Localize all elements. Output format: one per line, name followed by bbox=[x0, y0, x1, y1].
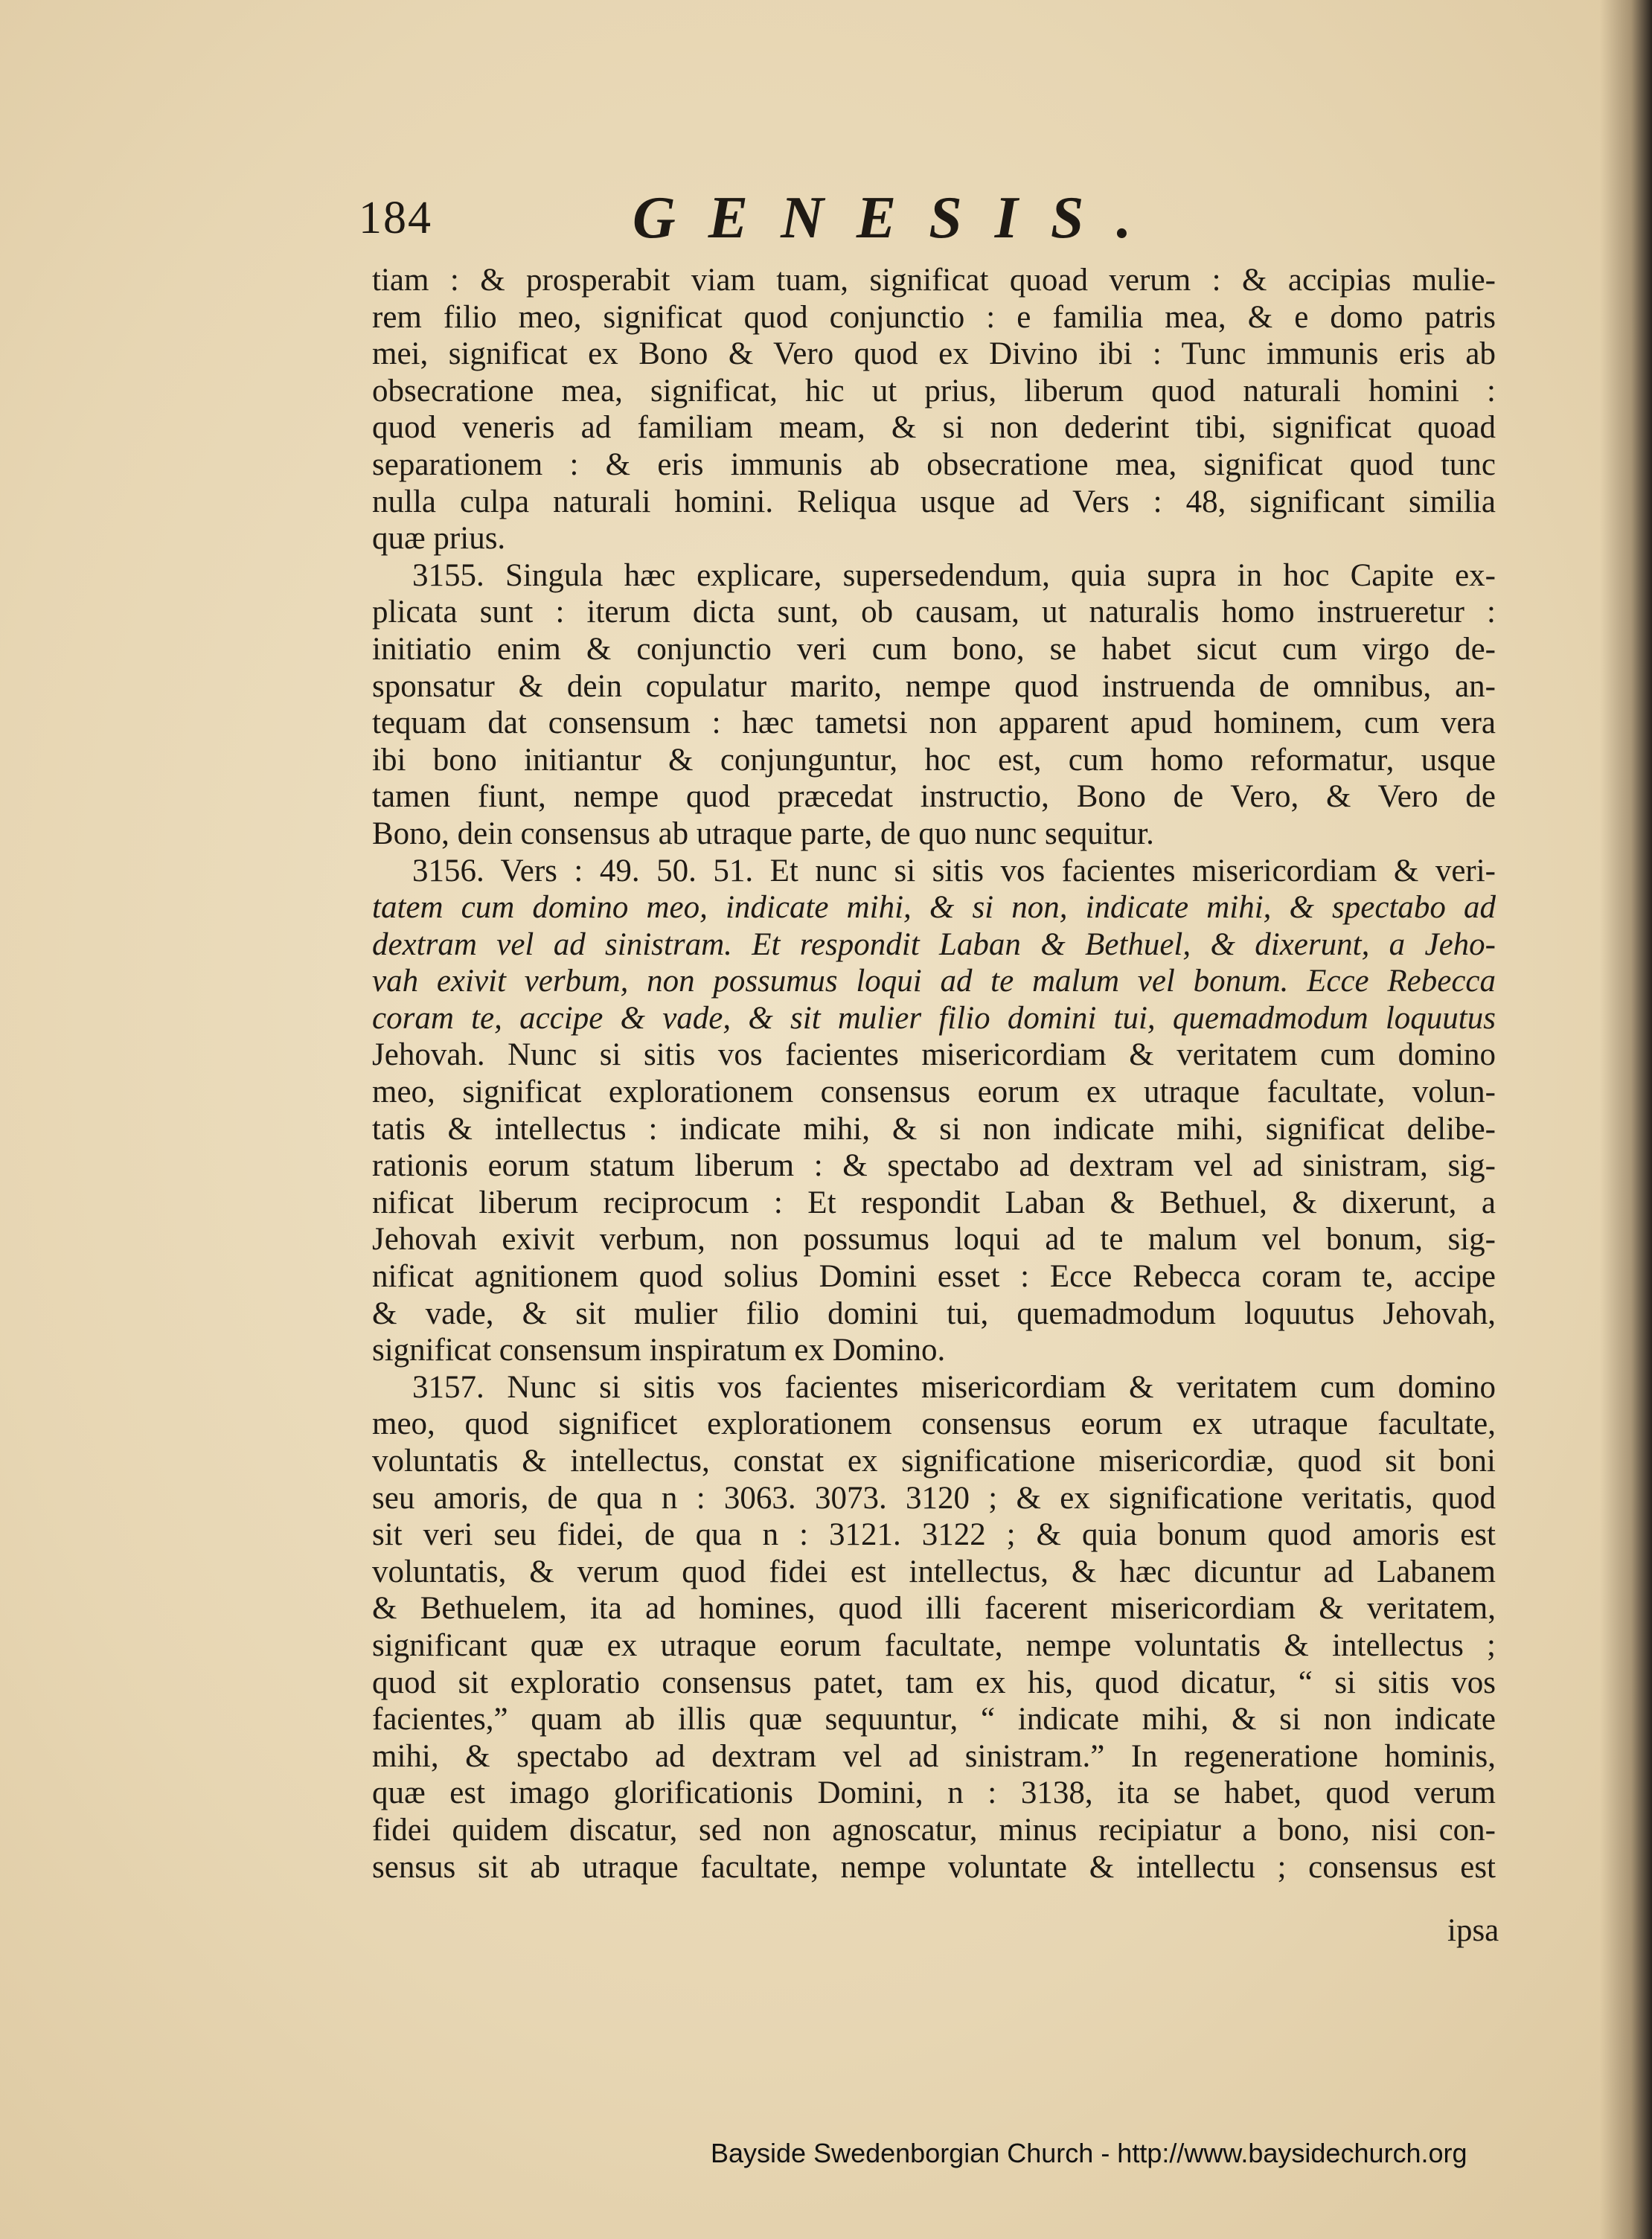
text-line: significat consensum inspiratum ex Domino. bbox=[372, 1333, 946, 1368]
paragraph-3157-start: 3157. Nunc si sitis vos facientes misericordiam & veritatem cum domino bbox=[412, 1369, 1496, 1405]
text-line: initiatio enim & conjunctio veri cum bono, se habet sicut cum virgo de- bbox=[372, 631, 1496, 667]
text-line: ibi bono initiantur & conjunguntur, hoc est, cum homo reformatur, usque bbox=[372, 742, 1496, 778]
body-text bbox=[372, 262, 1496, 1886]
text-line: tequam dat consensum : hæc tametsi non apparent apud hominem, cum vera bbox=[372, 705, 1496, 741]
text-line: fidei quidem discatur, sed non agnoscatur, minus recipiatur a bono, nisi con- bbox=[372, 1812, 1496, 1848]
text-line: & vade, & sit mulier filio domini tui, quemadmodum loquutus Jehovah, bbox=[372, 1295, 1496, 1331]
text-line: obsecratione mea, significat, hic ut prius, liberum quod naturali homini : bbox=[372, 373, 1496, 409]
text-line: significant quæ ex utraque eorum facultate, nempe voluntatis & intellectus ; bbox=[372, 1627, 1496, 1663]
text-line: meo, significat explorationem consensus eorum ex utraque facultate, volun- bbox=[372, 1074, 1496, 1110]
text-line: mei, significat ex Bono & Vero quod ex Divino ibi : Tunc immunis eris ab bbox=[372, 336, 1496, 372]
text-line: tamen fiunt, nempe quod præcedat instructio, Bono de Vero, & Vero de bbox=[372, 779, 1496, 815]
text-line: meo, quod significet explorationem consensus eorum ex utraque facultate, bbox=[372, 1406, 1496, 1442]
text-line-italic: coram te, accipe & vade, & sit mulier filio domini tui, quemadmodum loquutus bbox=[372, 1000, 1496, 1036]
text-line: sponsatur & dein copulatur marito, nempe quod instruenda de omnibus, an- bbox=[372, 668, 1496, 704]
text-line: mihi, & spectabo ad dextram vel ad sinistram.” In regeneratione hominis, bbox=[372, 1738, 1496, 1774]
text-line: voluntatis, & verum quod fidei est intellectus, & hæc dicuntur ad Labanem bbox=[372, 1554, 1496, 1589]
text-line: sit veri seu fidei, de qua n : 3121. 3122 ; & quia bonum quod amoris est bbox=[372, 1517, 1496, 1553]
text-line: & Bethuelem, ita ad homines, quod illi facerent misericordiam & veritatem, bbox=[372, 1591, 1496, 1627]
text-line: nulla culpa naturali homini. Reliqua usque ad Vers : 48, significant similia bbox=[372, 484, 1496, 519]
running-head: GENESIS. bbox=[633, 185, 1165, 251]
text-line: quod veneris ad familiam meam, & si non dederint tibi, significat quoad bbox=[372, 410, 1496, 446]
text-line: facientes,” quam ab illis quæ sequuntur, “ indicate mihi, & si non indicate bbox=[372, 1702, 1496, 1737]
text-line: quod sit exploratio consensus patet, tam ex his, quod dicatur, “ si sitis vos bbox=[372, 1665, 1496, 1700]
text-line: quæ est imago glorificationis Domini, n : 3138, ita se habet, quod verum bbox=[372, 1775, 1496, 1811]
page-number: 184 bbox=[359, 193, 432, 243]
text-line: nificat agnitionem quod solius Domini esset : Ecce Rebecca coram te, accipe bbox=[372, 1259, 1496, 1295]
text-line: rem filio meo, significat quod conjunctio : e familia mea, & e domo patris bbox=[372, 299, 1496, 335]
text-line: separationem : & eris immunis ab obsecratione mea, significat quod tunc bbox=[372, 446, 1496, 482]
text-line: Jehovah. Nunc si sitis vos facientes misericordiam & veritatem cum domino bbox=[372, 1037, 1496, 1073]
text-line: voluntatis & intellectus, constat ex significatione misericordiæ, quod sit boni bbox=[372, 1444, 1496, 1479]
book-spine-shadow bbox=[1600, 0, 1652, 2239]
text-line: rationis eorum statum liberum : & spectabo ad dextram vel ad sinistram, sig- bbox=[372, 1148, 1496, 1184]
text-line-italic: dextram vel ad sinistram. Et respondit Laban & Bethuel, & dixerunt, a Jeho- bbox=[372, 926, 1496, 962]
text-line-italic: vah exivit verbum, non possumus loqui ad te malum vel bonum. Ecce Rebecca bbox=[372, 964, 1496, 999]
footer-credit: Bayside Swedenborgian Church - http://www.baysidechurch.org bbox=[711, 2138, 1467, 2168]
text-line-italic: tatem cum domino meo, indicate mihi, & si non, indicate mihi, & spectabo ad bbox=[372, 890, 1496, 926]
catchword: ipsa bbox=[1447, 1913, 1499, 1948]
paragraph-3156-start: 3156. Vers : 49. 50. 51. Et nunc si sitis vos facientes misericordiam & veri- bbox=[412, 853, 1496, 888]
text-line: sensus sit ab utraque facultate, nempe voluntate & intellectu ; consensus est bbox=[372, 1849, 1496, 1885]
text-line: tatis & intellectus : indicate mihi, & si non indicate mihi, significat delibe- bbox=[372, 1111, 1496, 1147]
text-line: quæ prius. bbox=[372, 521, 506, 557]
text-line: Jehovah exivit verbum, non possumus loqui ad te malum vel bonum, sig- bbox=[372, 1222, 1496, 1258]
text-line: nificat liberum reciprocum : Et respondit Laban & Bethuel, & dixerunt, a bbox=[372, 1185, 1496, 1220]
text-line: plicata sunt : iterum dicta sunt, ob causam, ut naturalis homo instrueretur : bbox=[372, 595, 1496, 630]
text-line: tiam : & prosperabit viam tuam, significat quoad verum : & accipias mulie- bbox=[372, 263, 1496, 298]
text-line: Bono, dein consensus ab utraque parte, de quo nunc sequitur. bbox=[372, 816, 1154, 851]
text-line: seu amoris, de qua n : 3063. 3073. 3120 ; & ex significatione veritatis, quod bbox=[372, 1480, 1496, 1516]
paragraph-3155-start: 3155. Singula hæc explicare, supersedendum, quia supra in hoc Capite ex- bbox=[412, 557, 1496, 593]
